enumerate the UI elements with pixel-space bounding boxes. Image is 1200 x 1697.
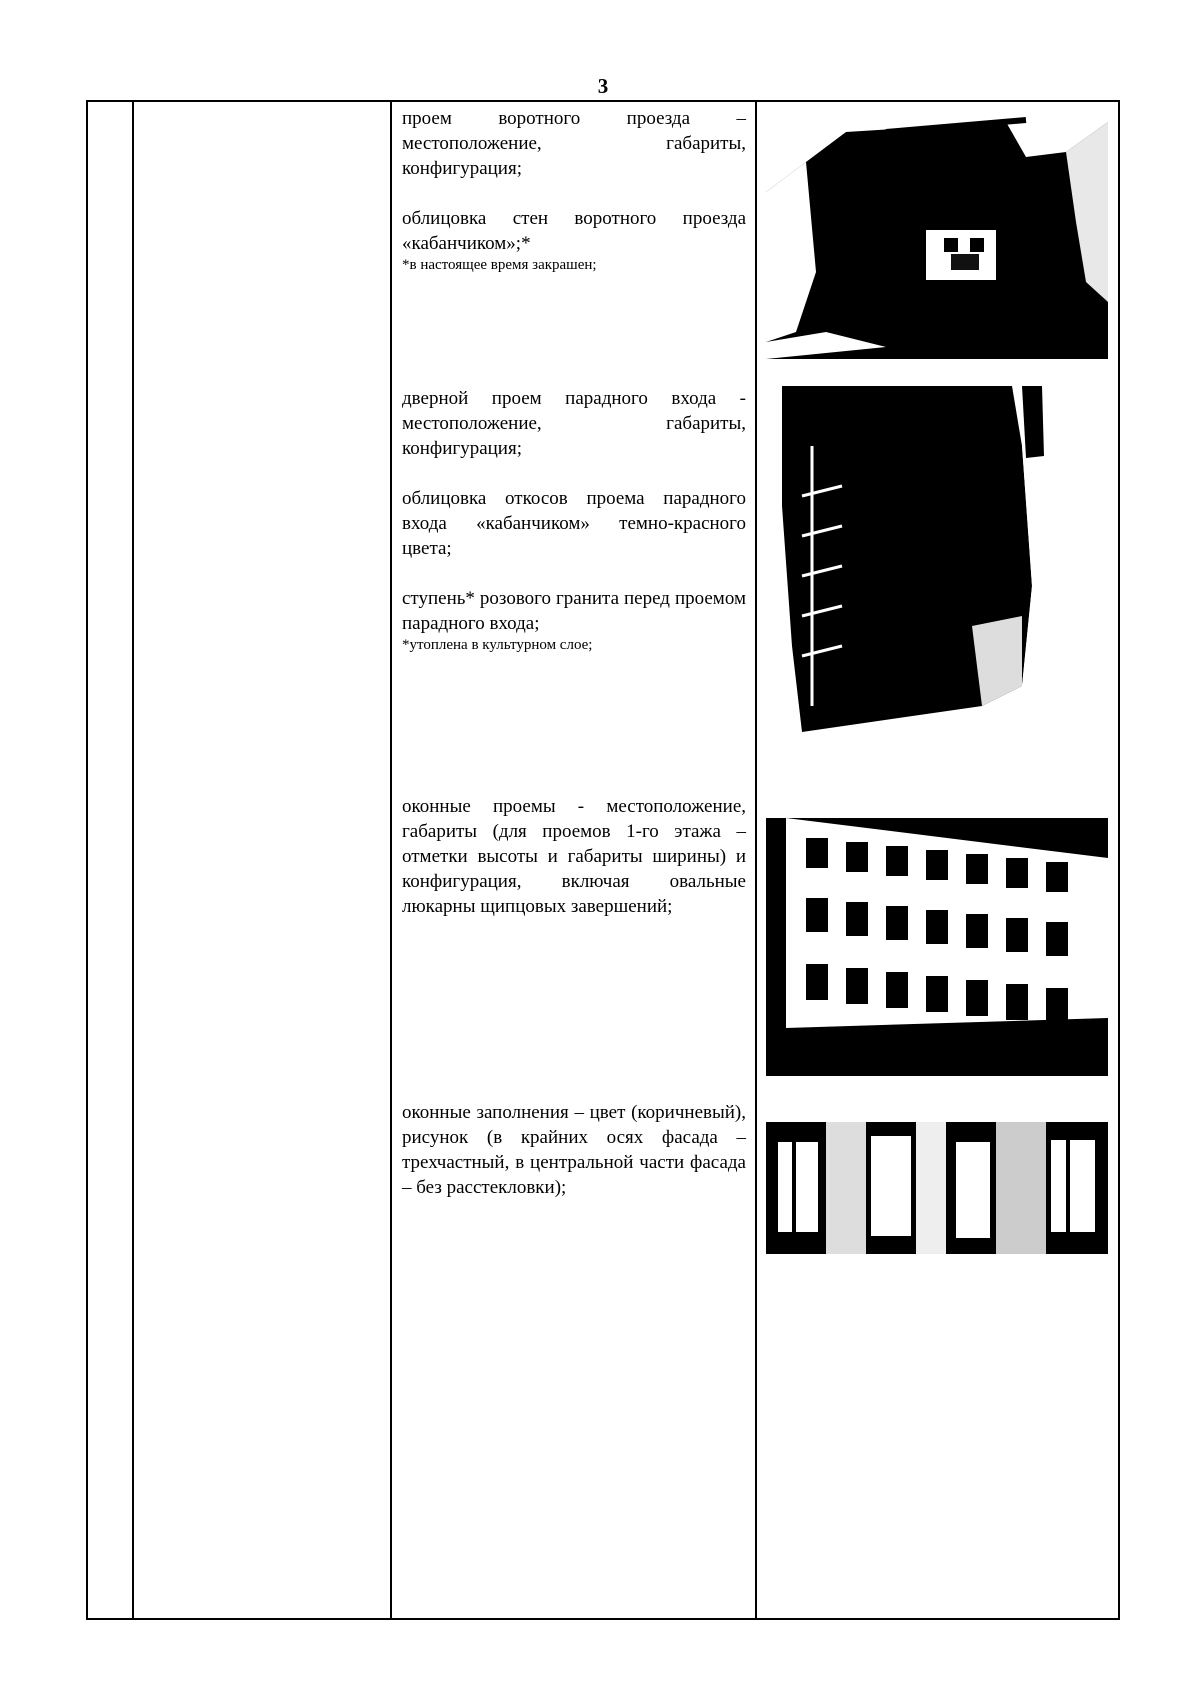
- element-description-2: [402, 386, 746, 655]
- table-border-4: [755, 100, 757, 1620]
- table-border-5: [1118, 100, 1120, 1620]
- description-paragraph: оконные проемы - местоположение, габариты (для проемов 1-го этажа – отметки высоты и габариты ширины) и конфигурация, включая овальные люкарны щипцовых завершений;: [402, 796, 746, 917]
- gateway-passage-photo: [766, 102, 1108, 359]
- footnote: *в настоящее время закрашен;: [402, 257, 597, 273]
- footnote: *утоплена в культурном слое;: [402, 637, 593, 653]
- description-paragraph: оконные заполнения – цвет (коричневый), рисунок (в крайних осях фасада – трехчастный, в центральной части фасада – без расстекловки);: [402, 1102, 746, 1198]
- description-paragraph: облицовка откосов проема парадного входа «кабанчиком» темно-красного цвета;: [402, 488, 746, 559]
- description-paragraph: проем воротного проезда – местоположение, габариты, конфигурация;: [402, 108, 746, 179]
- description-paragraph: дверной проем парадного входа - местоположение, габариты, конфигурация;: [402, 388, 746, 459]
- main-entrance-photo: [782, 386, 1090, 732]
- description-paragraph: ступень* розового гранита перед проемом парадного входа;: [402, 588, 746, 634]
- element-description-4: [402, 1100, 746, 1200]
- window-fillings-photo: [766, 1102, 1108, 1254]
- table-border-3: [390, 100, 392, 1620]
- element-description-1: [402, 106, 746, 275]
- facade-windows-photo: [766, 818, 1108, 1076]
- table-bottom-border: [86, 1618, 1120, 1620]
- table-border-1: [86, 100, 88, 1620]
- description-paragraph: облицовка стен воротного проезда «кабанчиком»;*: [402, 208, 746, 254]
- page-number: 3: [597, 74, 609, 98]
- table-border-2: [132, 100, 134, 1620]
- element-description-3: [402, 794, 746, 919]
